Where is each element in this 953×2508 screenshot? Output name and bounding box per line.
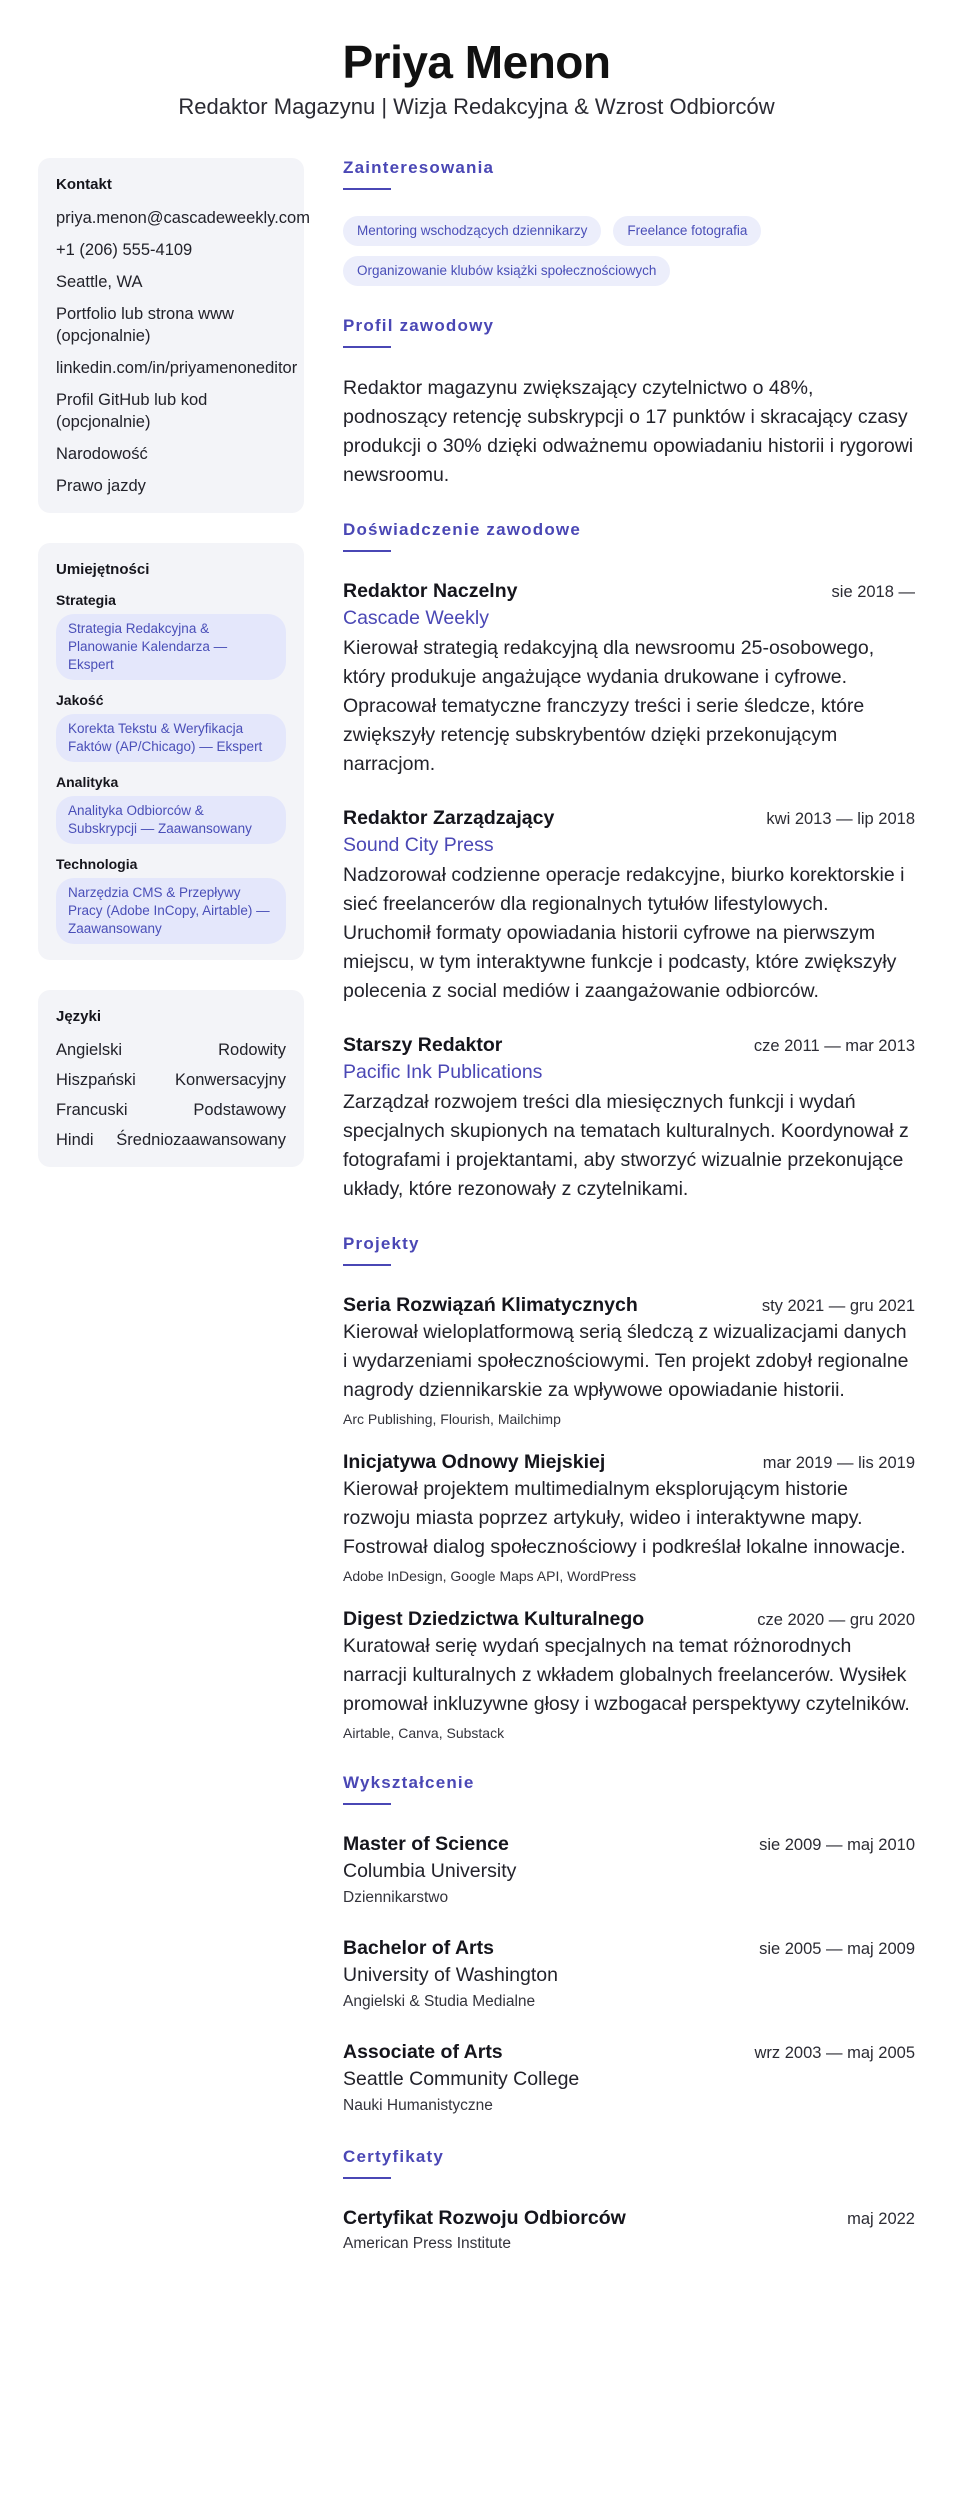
school-name: University of Washington — [343, 1964, 558, 1986]
interests-section — [343, 158, 915, 286]
education-dates: sie 2005 — maj 2009 — [759, 1940, 915, 1958]
certificate-name: Certyfikat Rozwoju Odbiorców — [343, 2207, 626, 2229]
project-description: Kuratował serię wydań specjalnych na temat różnorodnych narracji kulturalnych z wkładem globalnych freelancerów. Wysiłek promował inkluzywne głosy i wzbogacał perspektywy czytelników. — [343, 1635, 910, 1715]
profile-summary: Redaktor magazynu zwiększający czytelnictwo o 48%, podnoszący retencję subskrypcji o 17 punktów i skracający czasy produkcji o 30% dzięki odważnemu opowiadaniu historii i rygorowi newsroomu. — [343, 377, 914, 486]
school-name: Columbia University — [343, 1860, 517, 1882]
project-dates: cze 2020 — gru 2020 — [757, 1611, 915, 1629]
section-divider — [343, 188, 391, 190]
project-name: Seria Rozwiązań Klimatycznych — [343, 1294, 638, 1316]
language-level: Konwersacyjny — [175, 1071, 286, 1089]
certificate-entry — [343, 2205, 915, 2255]
education-entry — [343, 1935, 915, 2013]
contact-linkedin[interactable]: linkedin.com/in/priyamenoneditor — [56, 359, 298, 377]
main-content — [343, 158, 915, 2285]
education-dates: wrz 2003 — maj 2005 — [754, 2044, 915, 2062]
project-tools: Airtable, Canva, Substack — [343, 1725, 505, 1741]
skills-card — [38, 543, 304, 960]
candidate-name: Priya Menon — [342, 36, 611, 88]
degree-name: Bachelor of Arts — [343, 1937, 494, 1959]
job-title: Redaktor Naczelny — [343, 580, 518, 602]
skill-pill: Narzędzia CMS & Przepływy Pracy (Adobe InCopy, Airtable) — Zaawansowany — [56, 878, 286, 944]
language-name: Francuski — [56, 1101, 128, 1119]
language-name: Angielski — [56, 1041, 123, 1059]
language-name: Hiszpański — [56, 1071, 136, 1089]
skill-category: Analityka — [56, 774, 119, 790]
interest-tag: Freelance fotografia — [613, 216, 761, 246]
project-dates: mar 2019 — lis 2019 — [762, 1454, 915, 1472]
education-section — [343, 1773, 915, 2117]
interest-tag: Organizowanie klubów książki społecznościowych — [343, 256, 670, 286]
skill-pill: Strategia Redakcyjna & Planowanie Kalendarza — Ekspert — [56, 614, 286, 680]
project-tools: Arc Publishing, Flourish, Mailchimp — [343, 1411, 561, 1427]
section-divider — [343, 1803, 391, 1805]
school-name: Seattle Community College — [343, 2068, 580, 2090]
experience-entry — [343, 1032, 915, 1204]
sidebar — [38, 158, 310, 1197]
field-of-study: Nauki Humanistyczne — [343, 2097, 493, 2114]
job-dates: kwi 2013 — lip 2018 — [766, 810, 915, 828]
project-name: Digest Dziedzictwa Kulturalnego — [343, 1608, 645, 1630]
job-dates: sie 2018 — — [831, 583, 915, 601]
language-level: Średniozaawansowany — [116, 1131, 286, 1149]
skill-category: Strategia — [56, 592, 116, 608]
experience-entry — [343, 805, 915, 1006]
candidate-subtitle: Redaktor Magazynu | Wizja Redakcyjna & Wzrost Odbiorców — [178, 94, 775, 119]
section-divider — [343, 2177, 391, 2179]
skill-pill: Korekta Tekstu & Weryfikacja Faktów (AP/Chicago) — Ekspert — [56, 714, 286, 762]
company-name: Pacific Ink Publications — [343, 1061, 543, 1083]
language-row — [56, 1129, 286, 1151]
languages-card — [38, 990, 304, 1167]
degree-name: Master of Science — [343, 1833, 509, 1855]
job-title: Starszy Redaktor — [343, 1034, 503, 1056]
language-row — [56, 1099, 286, 1121]
certificate-issuer: American Press Institute — [343, 2235, 511, 2252]
skill-category: Jakość — [56, 692, 104, 708]
contact-nationality: Narodowość — [56, 445, 148, 463]
resume-header — [0, 0, 953, 122]
language-level: Rodowity — [218, 1041, 286, 1059]
section-title: Doświadczenie zawodowe — [343, 520, 582, 539]
language-row — [56, 1069, 286, 1091]
field-of-study: Dziennikarstwo — [343, 1889, 449, 1906]
job-description: Nadzorował codzienne operacje redakcyjne, biurko korektorskie i sieć freelancerów dla regionalnych tytułów lifestylowych. Uruchomił formaty opowiadania historii cyfrowe na pierwszym miejscu, w tym interaktywne funkcje i podcasty, które zwiększyły polecenia z social mediów i zaangażowanie odbiorców. — [343, 864, 905, 1002]
contact-location: Seattle, WA — [56, 273, 143, 291]
skill-category: Technologia — [56, 856, 138, 872]
section-title: Zainteresowania — [343, 158, 495, 177]
education-entry — [343, 2039, 915, 2117]
company-name: Sound City Press — [343, 834, 494, 856]
language-name: Hindi — [56, 1131, 94, 1149]
project-entry — [343, 1606, 915, 1743]
certificates-section — [343, 2147, 915, 2255]
section-divider — [343, 1264, 391, 1266]
section-title: Projekty — [343, 1234, 420, 1253]
experience-section — [343, 520, 915, 1204]
skills-title: Umiejętności — [56, 561, 150, 578]
project-description: Kierował projektem multimedialnym eksplorującym historie rozwoju miasta poprzez artykuły, wideo i interaktywne mapy. Fostrował dialog społecznościowy i podkreślał lokalne innowacje. — [343, 1478, 906, 1558]
interest-tag: Mentoring wschodzących dziennikarzy — [343, 216, 601, 246]
section-title: Certyfikaty — [343, 2147, 445, 2166]
contact-github[interactable]: Profil GitHub lub kod (opcjonalnie) — [56, 391, 208, 431]
project-description: Kierował wieloplatformową serią śledczą z wizualizacjami danych i wydarzeniami społecznościowymi. Ten projekt zdobył regionalne nagrody dziennikarskie za wpływowe opowiadanie historii. — [343, 1321, 909, 1401]
interest-tags — [343, 216, 915, 286]
language-level: Podstawowy — [193, 1101, 286, 1119]
field-of-study: Angielski & Studia Medialne — [343, 1993, 536, 2010]
education-entry — [343, 1831, 915, 1909]
project-entry — [343, 1292, 915, 1429]
job-dates: cze 2011 — mar 2013 — [753, 1037, 915, 1055]
profile-section — [343, 316, 915, 490]
project-tools: Adobe InDesign, Google Maps API, WordPress — [343, 1568, 637, 1584]
job-description: Kierował strategią redakcyjną dla newsroomu 25-osobowego, który produkuje angażujące wydania drukowane i cyfrowe. Opracował tematyczne franczyzy treści i serie śledcze, które zwiększyły retencję subskrybentów dzięki przekonującym narracjom. — [343, 637, 875, 775]
section-title: Profil zawodowy — [343, 316, 495, 335]
contact-phone[interactable]: +1 (206) 555-4109 — [56, 241, 193, 259]
section-title: Wykształcenie — [343, 1773, 475, 1792]
job-description: Zarządzał rozwojem treści dla miesięcznych funkcji i wydań specjalnych skupionych na tematach kulturalnych. Koordynował z fotografami i projektantami, aby stworzyć wizualnie przekonujące układy, które rezonowały z czytelnikami. — [343, 1091, 909, 1200]
experience-entry — [343, 578, 915, 779]
contact-title: Kontakt — [56, 176, 112, 193]
job-title: Redaktor Zarządzający — [343, 807, 555, 829]
project-entry — [343, 1449, 915, 1586]
skill-pill: Analityka Odbiorców & Subskrypcji — Zaawansowany — [56, 796, 286, 844]
company-name: Cascade Weekly — [343, 607, 489, 629]
section-divider — [343, 346, 391, 348]
certificate-date: maj 2022 — [847, 2210, 915, 2228]
contact-email[interactable]: priya.menon@cascadeweekly.com — [56, 209, 310, 227]
contact-card — [38, 158, 310, 513]
education-dates: sie 2009 — maj 2010 — [759, 1836, 915, 1854]
languages-title: Języki — [56, 1008, 102, 1025]
project-name: Inicjatywa Odnowy Miejskiej — [343, 1451, 606, 1473]
project-dates: sty 2021 — gru 2021 — [761, 1297, 915, 1315]
degree-name: Associate of Arts — [343, 2041, 503, 2063]
contact-portfolio[interactable]: Portfolio lub strona www (opcjonalnie) — [56, 305, 234, 345]
language-row — [56, 1039, 286, 1061]
contact-driving-license: Prawo jazdy — [56, 477, 146, 495]
section-divider — [343, 550, 391, 552]
projects-section — [343, 1234, 915, 1743]
